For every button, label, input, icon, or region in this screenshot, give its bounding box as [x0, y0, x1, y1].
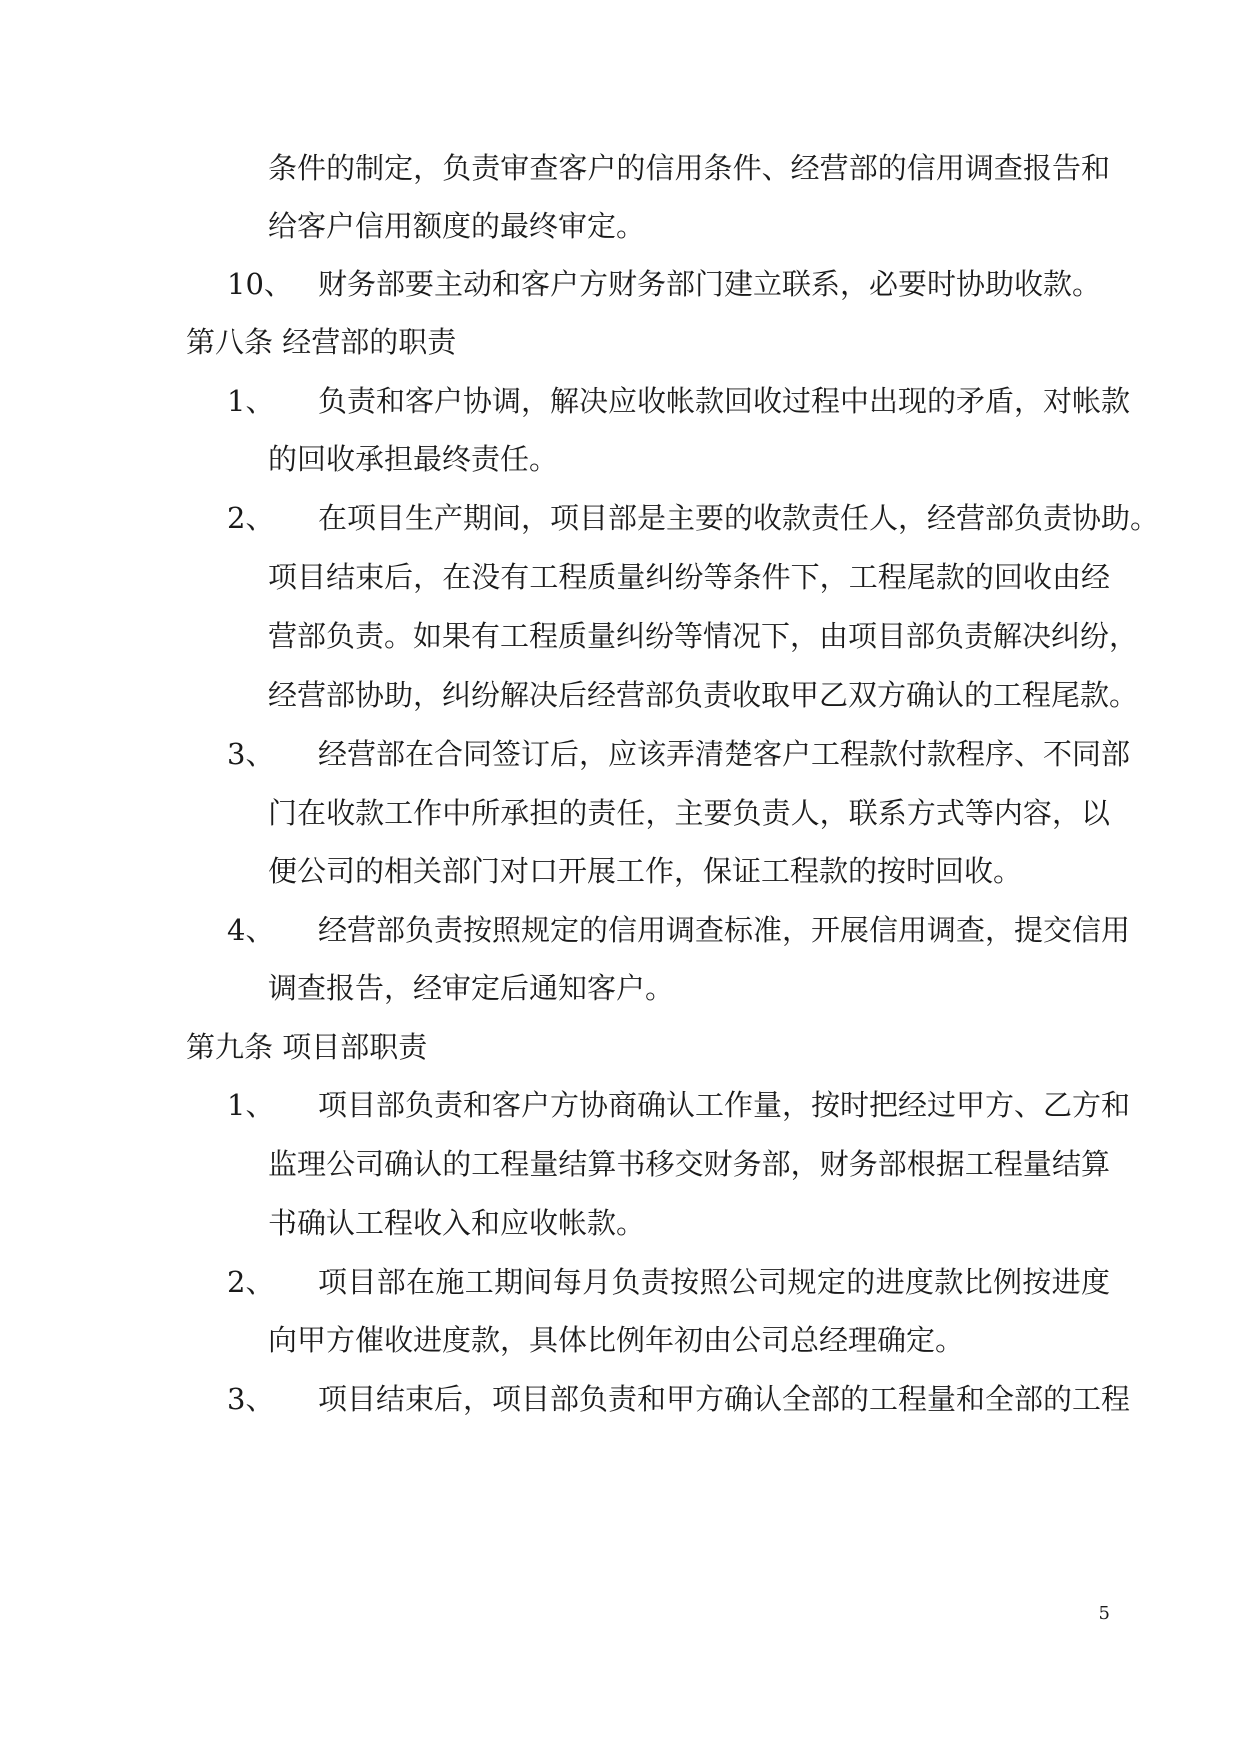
text-line: 项目结束后，在没有工程质量纠纷等条件下，工程尾款的回收由经 [268, 560, 1110, 594]
list-number: 2、 [227, 1265, 275, 1299]
list-number: 3、 [227, 1382, 275, 1416]
text-line: 负责和客户协调，解决应收帐款回收过程中出现的矛盾，对帐款 [318, 384, 1131, 418]
section-heading: 第八条 经营部的职责 [186, 325, 457, 359]
text-line: 给客户信用额度的最终审定。 [268, 209, 646, 243]
list-number: 4、 [227, 913, 275, 947]
text-line: 项目部在施工期间每月负责按照公司规定的进度款比例按进度 [318, 1265, 1110, 1299]
list-number: 10、 [227, 267, 293, 301]
text-line: 条件的制定，负责审查客户的信用条件、经营部的信用调查报告和 [268, 151, 1110, 185]
text-line: 向甲方催收进度款，具体比例年初由公司总经理确定。 [268, 1323, 965, 1357]
text-line: 经营部负责按照规定的信用调查标准，开展信用调查，提交信用 [318, 913, 1131, 947]
text-line: 监理公司确认的工程量结算书移交财务部，财务部根据工程量结算 [268, 1147, 1110, 1181]
text-line: 便公司的相关部门对口开展工作，保证工程款的按时回收。 [268, 854, 1023, 888]
text-line: 在项目生产期间，项目部是主要的收款责任人，经营部负责协助。 [318, 501, 1160, 535]
text-line: 经营部协助，纠纷解决后经营部负责收取甲乙双方确认的工程尾款。 [268, 678, 1139, 712]
page-number: 5 [1098, 1603, 1110, 1624]
text-line: 门在收款工作中所承担的责任，主要负责人，联系方式等内容，以 [268, 796, 1110, 830]
text-line: 项目结束后，项目部负责和甲方确认全部的工程量和全部的工程 [318, 1382, 1131, 1416]
text-line: 财务部要主动和客户方财务部门建立联系，必要时协助收款。 [318, 267, 1102, 301]
list-number: 1、 [227, 1088, 275, 1122]
list-number: 3、 [227, 737, 275, 771]
text-line: 调查报告，经审定后通知客户。 [268, 971, 675, 1005]
text-line: 书确认工程收入和应收帐款。 [268, 1206, 646, 1240]
text-line: 营部负责。如果有工程质量纠纷等情况下，由项目部负责解决纠纷， [268, 619, 1139, 653]
list-number: 1、 [227, 384, 275, 418]
list-number: 2、 [227, 501, 275, 535]
text-line: 经营部在合同签订后，应该弄清楚客户工程款付款程序、不同部 [318, 737, 1131, 771]
section-heading: 第九条 项目部职责 [186, 1030, 428, 1064]
text-line: 项目部负责和客户方协商确认工作量，按时把经过甲方、乙方和 [318, 1088, 1131, 1122]
text-line: 的回收承担最终责任。 [268, 442, 559, 476]
